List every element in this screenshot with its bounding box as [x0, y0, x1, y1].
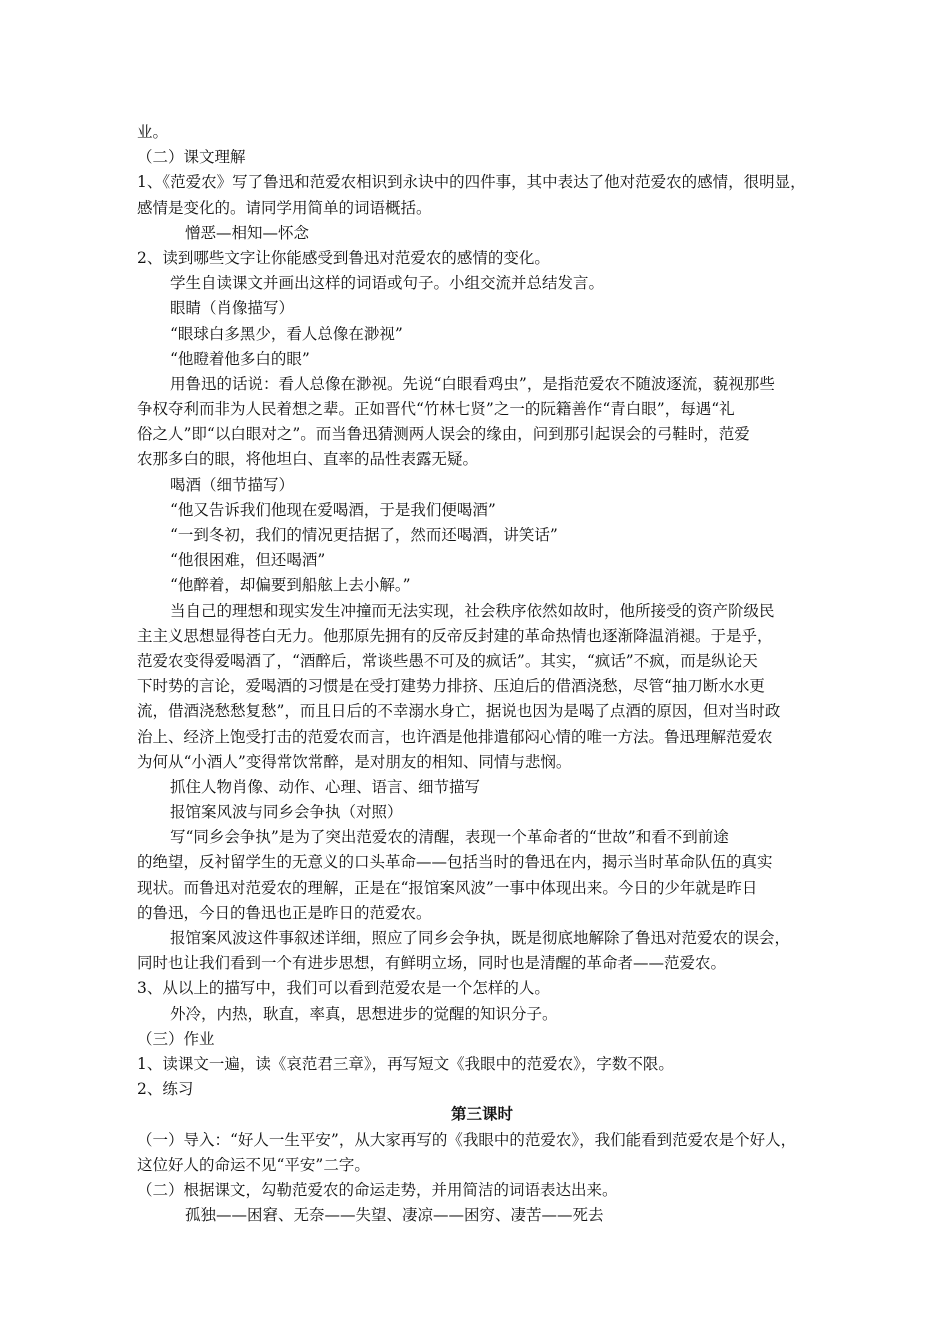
paragraph-line: 主主义思想显得苍白无力。他那原先拥有的反帝反封建的革命热情也逐渐降温消褪。于是乎， [137, 626, 773, 645]
paragraph-line: 治上、经济上饱受打击的范爱农而言，也许酒是他排遣郁闷心情的唯一方法。鲁迅理解范爱农 [137, 727, 773, 746]
paragraph-line: 争权夺利而非为人民着想之辈。正如晋代“竹林七贤”之一的阮籍善作“青白眼”，每遇“礼 [137, 400, 735, 419]
paragraph-line: 俗之人”即“以白眼对之”。而当鲁迅猜测两人误会的缘由，问到那引起误会的弓鞋时，范爱 [137, 425, 750, 444]
section-heading: （三）作业 [137, 1029, 215, 1048]
answer-line: 外冷，内热，耿直，率真，思想进步的觉醒的知识分子。 [170, 1004, 558, 1023]
homework-line: 2、练习 [137, 1080, 194, 1099]
section-heading: （二）课文理解 [137, 148, 246, 167]
paragraph-line: 的鲁迅，今日的鲁迅也正是昨日的范爱农。 [137, 903, 432, 922]
paragraph-line: 同时也让我们看到一个有进步思想，有鲜明立场，同时也是清醒的革命者——范爱农。 [137, 954, 727, 973]
paragraph-line: 流，借酒浇愁愁复愁”，而且日后的不幸溺水身亡，据说也因为是喝了点酒的原因，但对当时政 [137, 702, 781, 721]
answer-line: 憎恶—相知—怀念 [185, 223, 310, 242]
quote-line: “眼球白多黑少，看人总像在渺视” [170, 324, 403, 343]
paragraph-line: 这位好人的命运不见“平安”二字。 [137, 1155, 370, 1174]
paragraph-line: 农那多白的眼，将他坦白、直率的品性表露无疑。 [137, 450, 479, 469]
paragraph-line: 现状。而鲁迅对范爱农的理解，正是在“报馆案风波”一事中体现出来。今日的少年就是昨日 [137, 878, 758, 897]
paragraph-line: 下时势的言论，爱喝酒的习惯是在受打建势力排挤、压迫后的借酒浇愁，尽管“抽刀断水水更 [137, 677, 765, 696]
paragraph-line: 为何从“小酒人”变得常饮常醉，是对朋友的相知、同情与悲悯。 [137, 752, 572, 771]
section-heading: （二）根据课文，勾勒范爱农的命运走势，并用简洁的词语表达出来。 [137, 1180, 618, 1199]
question-line: 感情是变化的。请同学用简单的词语概括。 [137, 198, 432, 217]
paragraph-line: 用鲁迅的话说：看人总像在渺视。先说“白眼看鸡虫”，是指范爱农不随波逐流，藐视那些 [170, 374, 775, 393]
homework-line: 1、读课文一遍，读《哀范君三章》，再写短文《我眼中的范爱农》，字数不限。 [137, 1054, 674, 1073]
quote-line: “他很困难，但还喝酒” [170, 551, 326, 570]
subheading-line: 报馆案风波与同乡会争执（对照） [170, 803, 403, 822]
paragraph-line: 范爱农变得爱喝酒了，“酒醉后，常谈些愚不可及的疯话”。其实，“疯话”不疯，而是纵论天 [137, 651, 758, 670]
subheading-line: 抓住人物肖像、动作、心理、语言、细节描写 [170, 777, 481, 796]
answer-line: 孤独——困窘、无奈——失望、凄凉——困穷、凄苦——死去 [185, 1206, 604, 1225]
subheading-line: 喝酒（细节描写） [170, 475, 295, 494]
text-line: 学生自读课文并画出这样的词语或句子。小组交流并总结发言。 [170, 274, 605, 293]
paragraph-line: 当自己的理想和现实发生冲撞而无法实现，社会秩序依然如故时，他所接受的资产阶级民 [170, 601, 775, 620]
question-line: 3、从以上的描写中，我们可以看到范爱农是一个怎样的人。 [137, 979, 550, 998]
quote-line: “一到冬初，我们的情况更拮据了，然而还喝酒，讲笑话” [170, 526, 558, 544]
subheading-line: 眼睛（肖像描写） [170, 299, 295, 318]
paragraph-line: 报馆案风波这件事叙述详细，照应了同乡会争执，既是彻底地解除了鲁迅对范爱农的误会， [170, 929, 791, 947]
paragraph-line: （一）导入：“好人一生平安”，从大家再写的《我眼中的范爱农》，我们能看到范爱农是个好人， [137, 1130, 797, 1149]
quote-line: “他瞪着他多白的眼” [170, 349, 310, 368]
document-body [137, 120, 827, 1228]
text-line: 业。 [137, 123, 169, 141]
paragraph-line: 写“同乡会争执”是为了突出范爱农的清醒，表现一个革命者的“世故”和看不到前途 [170, 828, 729, 847]
quote-line: “他又告诉我们他现在爱喝酒，于是我们便喝酒” [170, 500, 496, 519]
lesson-title: 第三课时 [450, 1105, 513, 1124]
question-line: 1、《范爱农》写了鲁迅和范爱农相识到永诀中的四件事，其中表达了他对范爱农的感情，很明显， [137, 173, 806, 192]
paragraph-line: 的绝望，反衬留学生的无意义的口头革命——包括当时的鲁迅在内，揭示当时革命队伍的真实 [137, 853, 773, 872]
quote-line: “他醉着，却偏要到船舷上去小解。” [170, 576, 411, 595]
question-line: 2、读到哪些文字让你能感受到鲁迅对范爱农的感情的变化。 [137, 248, 550, 267]
